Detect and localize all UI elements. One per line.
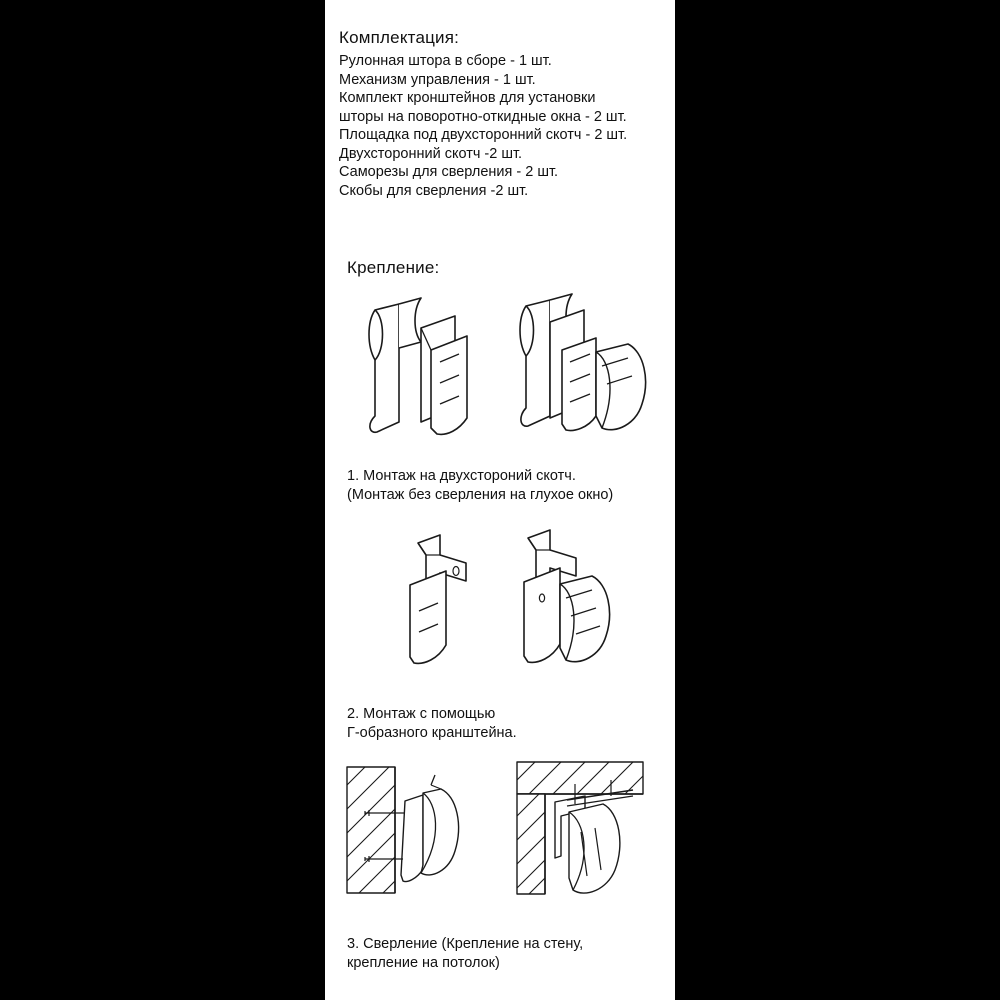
caption-step-2-line1: 2. Монтаж с помощью xyxy=(347,706,496,722)
kit-item: Рулонная штора в сборе - 1 шт. xyxy=(339,53,552,69)
mounting-title: Крепление: xyxy=(347,258,440,277)
kit-item: Комплект кронштейнов для установки xyxy=(339,90,596,106)
kit-item: Скобы для сверления -2 шт. xyxy=(339,182,529,199)
figure-drill-wall xyxy=(345,765,495,905)
figure-tape-bracket-left xyxy=(355,288,505,448)
figure-l-bracket-right xyxy=(510,520,675,688)
caption-step-1-line2: (Монтаж без сверления на глухое окно) xyxy=(347,487,614,503)
caption-step-1-line1: 1. Монтаж на двухстороний скотч. xyxy=(347,468,576,484)
kit-item: шторы на поворотно-откидные окна - 2 шт. xyxy=(339,108,627,125)
caption-step-2 xyxy=(347,705,517,743)
kit-section xyxy=(339,28,675,200)
figure-l-bracket-left xyxy=(370,525,520,685)
caption-step-3-line1: 3. Сверление (Крепление на стену, xyxy=(347,936,584,952)
caption-step-3 xyxy=(347,935,583,973)
caption-step-3-line2: крепление на потолок) xyxy=(347,955,500,971)
kit-title: Комплектация: xyxy=(339,28,460,47)
kit-item: Площадка под двухсторонний скотч - 2 шт. xyxy=(339,127,628,143)
figure-tape-bracket-right xyxy=(510,282,670,450)
figure-drill-ceiling xyxy=(515,760,675,905)
kit-item: Саморезы для сверления - 2 шт. xyxy=(339,164,559,180)
kit-item: Механизм управления - 1 шт. xyxy=(339,71,536,88)
kit-item: Двухсторонний скотч -2 шт. xyxy=(339,145,523,162)
caption-step-1 xyxy=(347,467,613,505)
caption-step-2-line2: Г-образного кранштейна. xyxy=(347,725,517,741)
instruction-sheet xyxy=(325,0,675,1000)
